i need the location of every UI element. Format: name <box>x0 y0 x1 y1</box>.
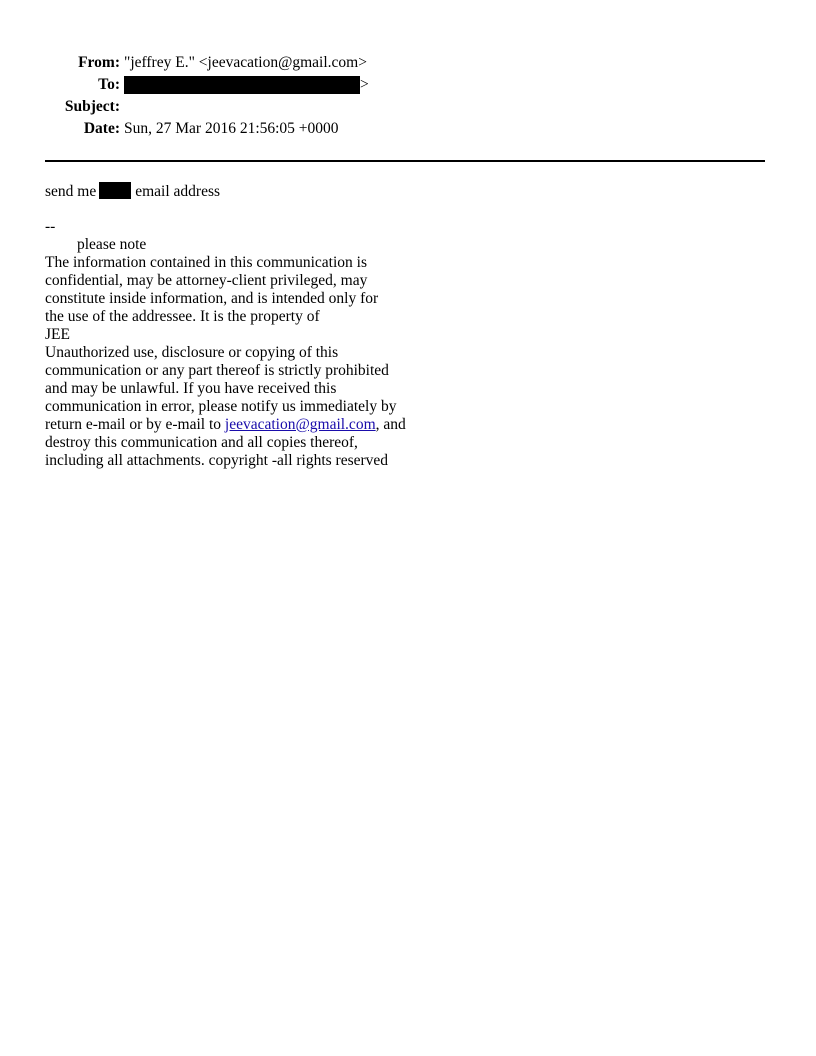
message-text-after: email address <box>135 183 221 200</box>
disclaimer-line: the use of the addressee. It is the property of <box>45 308 320 325</box>
closing-line: including all attachments. copyright -all rights reserved <box>45 452 389 469</box>
email-body <box>45 182 485 470</box>
message-redaction <box>99 182 131 199</box>
header-divider <box>45 160 765 162</box>
subject-row <box>46 96 369 118</box>
from-label: From: <box>78 54 120 71</box>
date-value: Sun, 27 Mar 2016 21:56:05 +0000 <box>124 120 339 137</box>
from-value: "jeffrey E." <jeevacation@gmail.com> <box>124 54 367 71</box>
email-link[interactable]: jeevacation@gmail.com <box>224 416 376 433</box>
to-label: To: <box>98 76 120 93</box>
return-prefix: return e-mail or by e-mail to <box>45 416 225 433</box>
return-suffix: , and <box>375 416 406 433</box>
email-header <box>46 52 369 140</box>
message-line <box>45 182 485 200</box>
disclaimer-line: and may be unlawful. If you have received this <box>45 380 337 397</box>
closing-line: destroy this communication and all copies thereof, <box>45 434 358 451</box>
disclaimer-line: constitute inside information, and is intended only for <box>45 290 379 307</box>
disclaimer-line: The information contained in this communication is <box>45 254 367 271</box>
to-suffix: > <box>360 76 369 93</box>
disclaimer-line: communication in error, please notify us immediately by <box>45 398 397 415</box>
signature-separator: -- <box>45 218 56 235</box>
disclaimer-line: Unauthorized use, disclosure or copying of this <box>45 344 339 361</box>
from-row <box>46 52 369 74</box>
disclaimer-line: communication or any part thereof is strictly prohibited <box>45 362 389 379</box>
message-text-before: send me <box>45 183 97 200</box>
subject-label: Subject: <box>64 98 120 115</box>
disclaimer-line: JEE <box>45 326 70 343</box>
disclaimer-line: confidential, may be attorney-client privileged, may <box>45 272 368 289</box>
return-line <box>45 416 485 434</box>
date-row <box>46 118 369 140</box>
spacer <box>45 200 485 218</box>
to-redaction <box>124 76 360 94</box>
note-line: please note <box>77 236 147 253</box>
to-row <box>46 74 369 96</box>
date-label: Date: <box>83 120 120 137</box>
